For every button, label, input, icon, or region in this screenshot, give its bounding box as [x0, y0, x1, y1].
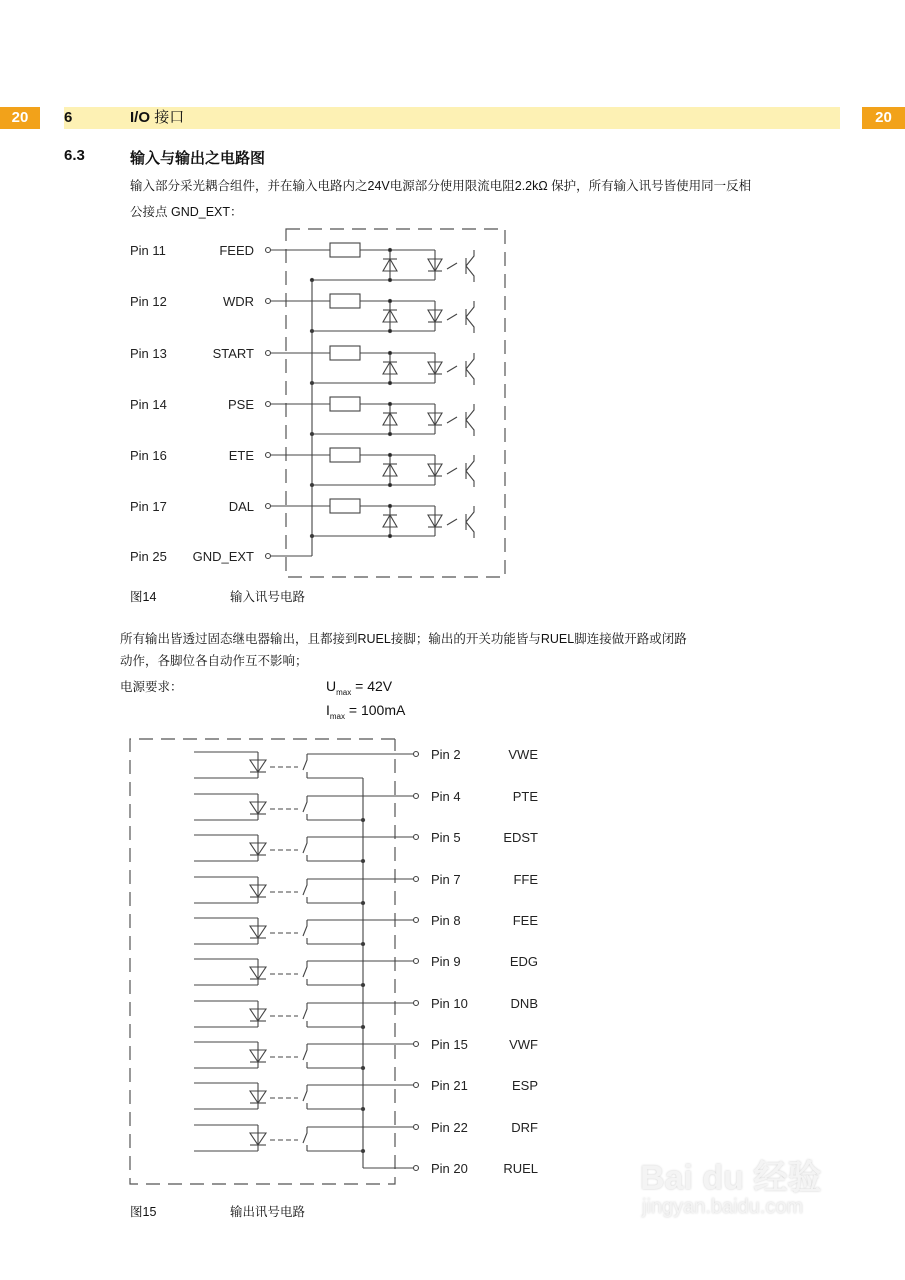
baidu-watermark-url: jingyan.baidu.com	[642, 1196, 804, 1218]
output-pin-number: Pin 15	[431, 1037, 468, 1052]
output-signal-name: ESP	[511, 1078, 538, 1093]
resistor-icon	[330, 243, 360, 257]
figure15-caption: 输出讯号电路	[230, 1205, 306, 1219]
figure14-number: 图14	[130, 590, 157, 604]
output-pin-number: Pin 9	[431, 954, 461, 969]
pin-terminal	[414, 959, 419, 964]
phototransistor-icon	[466, 353, 474, 385]
pin-terminal	[266, 402, 271, 407]
input-pin-number: Pin 13	[130, 346, 167, 361]
input-signal-name: WDR	[222, 294, 254, 309]
output-pin-number: Pin 22	[431, 1120, 468, 1135]
output-pin-number: Pin 2	[431, 747, 461, 762]
section-number: 6.3	[64, 147, 85, 164]
pin-terminal	[414, 752, 419, 757]
output-signal-name: EDG	[509, 954, 538, 969]
phototransistor-icon	[466, 301, 474, 333]
output-signal-name: FEE	[512, 913, 538, 928]
imax-symbol: I	[326, 702, 330, 718]
pin-terminal	[266, 351, 271, 356]
output-signal-name: RUEL	[503, 1161, 538, 1176]
resistor-icon	[330, 294, 360, 308]
imax-value: = 100mA	[345, 702, 406, 718]
umax-formula	[326, 678, 392, 697]
input-pin-number: Pin 17	[130, 499, 167, 514]
input-pin-number: Pin 16	[130, 448, 167, 463]
relay-switch-icon	[303, 1085, 307, 1109]
chapter-number: 6	[64, 109, 73, 126]
baidu-watermark-logo: Bai du 经验	[640, 1159, 822, 1197]
relay-switch-icon	[303, 837, 307, 861]
output-pin-number: Pin 10	[431, 996, 468, 1011]
pin-terminal	[414, 1001, 419, 1006]
input-pin-number: Pin 25	[130, 549, 167, 564]
output-signal-name: PTE	[512, 789, 538, 804]
page-number-right: 20	[862, 107, 905, 129]
pin-terminal	[414, 877, 419, 882]
input-pin-number: Pin 11	[130, 243, 166, 258]
phototransistor-icon	[466, 506, 474, 538]
umax-symbol: U	[326, 678, 337, 694]
relay-switch-icon	[303, 1127, 307, 1151]
phototransistor-icon	[466, 455, 474, 487]
input-signal-name: PSE	[227, 397, 254, 412]
output-pin-number: Pin 7	[431, 872, 461, 887]
relay-switch-icon	[303, 920, 307, 944]
pin-terminal	[266, 248, 271, 253]
output-signal-name: FFE	[513, 872, 538, 887]
relay-switch-icon	[303, 1044, 307, 1068]
input-signal-name: ETE	[228, 448, 254, 463]
pin-terminal	[414, 1166, 419, 1171]
relay-switch-icon	[303, 754, 307, 778]
phototransistor-icon	[466, 404, 474, 436]
output-signal-name: DRF	[511, 1120, 538, 1135]
pin-terminal	[266, 504, 271, 509]
umax-subscript: max	[336, 687, 352, 697]
output-pin-number: Pin 20	[431, 1161, 468, 1176]
pin-terminal	[266, 299, 271, 304]
pin-terminal	[414, 835, 419, 840]
resistor-icon	[330, 397, 360, 411]
output-intro-paragraph	[120, 628, 840, 672]
resistor-icon	[330, 448, 360, 462]
input-signal-name: START	[212, 346, 254, 361]
resistor-icon	[330, 346, 360, 360]
relay-switch-icon	[303, 1003, 307, 1027]
resistor-icon	[330, 499, 360, 513]
output-signal-name: DNB	[510, 996, 538, 1011]
relay-switch-icon	[303, 879, 307, 903]
input-signal-name: FEED	[219, 243, 254, 258]
output-signal-name: EDST	[503, 830, 538, 845]
output-pin-number: Pin 5	[431, 830, 461, 845]
power-requirement-label: 电源要求：	[120, 680, 183, 694]
imax-formula	[326, 702, 405, 721]
output-pin-number: Pin 4	[431, 789, 461, 804]
input-intro-line2: 公接点 GND_EXT：	[130, 205, 243, 219]
chapter-title-text: 接口	[154, 109, 185, 126]
pin-terminal	[414, 1083, 419, 1088]
pin-terminal	[266, 453, 271, 458]
pin-terminal	[414, 918, 419, 923]
output-intro-line2: 动作，各脚位各自动作互不影响；	[120, 654, 308, 668]
output-pin-number: Pin 21	[431, 1078, 468, 1093]
input-intro-line1: 输入部分采光耦合组件，并在输入电路内之24V电源部分使用限流电阻2.2kΩ 保护，所有输入讯号皆使用同一反相	[130, 179, 752, 193]
imax-subscript: max	[329, 711, 346, 721]
output-pin-number: Pin 8	[431, 913, 461, 928]
umax-value: = 42V	[351, 678, 393, 694]
output-intro-line1: 所有输出皆透过固态继电器输出，且都接到RUEL接脚；输出的开关功能皆与RUEL脚连接做开路或闭路	[120, 632, 687, 646]
figure15-number: 图15	[130, 1205, 157, 1219]
pin-terminal	[266, 554, 271, 559]
output-signal-name: VWE	[508, 747, 538, 762]
input-signal-name: DAL	[228, 499, 254, 514]
relay-switch-icon	[303, 796, 307, 820]
page-number-left: 20	[0, 107, 40, 129]
input-signal-name: GND_EXT	[192, 549, 254, 564]
figure14-caption: 输入讯号电路	[230, 590, 306, 604]
input-pin-number: Pin 14	[130, 397, 167, 412]
chapter-title-io: I/O	[130, 109, 151, 126]
input-pin-number: Pin 12	[130, 294, 167, 309]
output-signal-name: VWF	[509, 1037, 538, 1052]
pin-terminal	[414, 794, 419, 799]
pin-terminal	[414, 1042, 419, 1047]
section-title: 输入与输出之电路图	[130, 150, 266, 167]
relay-switch-icon	[303, 961, 307, 985]
pin-terminal	[414, 1125, 419, 1130]
phototransistor-icon	[466, 250, 474, 282]
